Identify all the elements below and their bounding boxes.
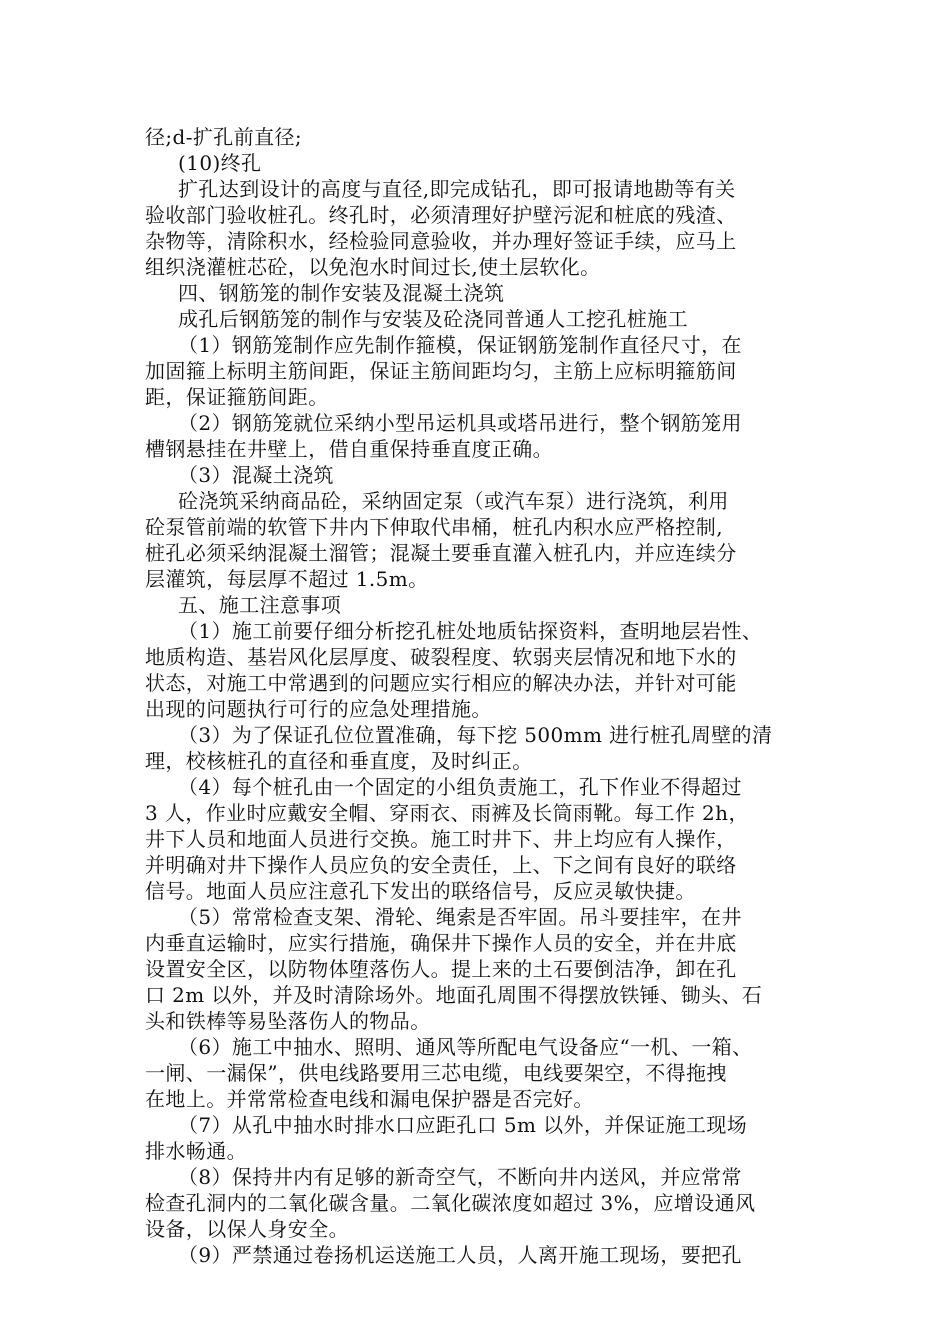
text-line: （4）每个桩孔由一个固定的小组负责施工，孔下作业不得超过	[178, 775, 742, 799]
text-line: 地质构造、基岩风化层厚度、破裂程度、软弱夹层情况和地下水的	[145, 645, 737, 669]
text-line: （7）从孔中抽水时排水口应距孔口 5m 以外，并保证施工现场	[178, 1113, 748, 1137]
text-line: 成孔后钢筋笼的制作与安装及砼浇同普通人工挖孔桩施工	[178, 307, 688, 331]
subheading-line: (10)终孔	[178, 151, 262, 175]
text-line: （3）为了保证孔位位置准确，每下挖 500mm 进行桩孔周壁的清	[178, 723, 773, 747]
text-line: （5）常常检查支架、滑轮、绳索是否牢固。吊斗要挂牢，在井	[178, 905, 742, 929]
text-line: 并明确对井下操作人员应负的安全责任，上、下之间有良好的联络	[145, 853, 737, 877]
text-line: 层灌筑，每层厚不超过 1.5m。	[145, 567, 429, 591]
text-line: （2）钢筋笼就位采纳小型吊运机具或塔吊进行，整个钢筋笼用	[178, 411, 742, 435]
text-line: 状态，对施工中常遇到的问题应实行相应的解决办法，并针对可能	[145, 671, 737, 695]
text-line: 砼泵管前端的软管下井内下伸取代串桶，桩孔内积水应严格控制,	[145, 515, 723, 539]
text-line: （1）钢筋笼制作应先制作箍模，保证钢筋笼制作直径尺寸，在	[178, 333, 742, 357]
text-line: 井下人员和地面人员进行交换。施工时井下、井上均应有人操作，	[145, 827, 737, 851]
text-line: 槽钢悬挂在井壁上，借自重保持垂直度正确。	[145, 437, 553, 461]
text-line: 检查孔洞内的二氧化碳含量。二氧化碳浓度如超过 3%，应增设通风	[145, 1191, 756, 1215]
section-heading: 五、施工注意事项	[178, 593, 342, 617]
text-line: 杂物等，清除积水，经检验同意验收，并办理好签证手续，应马上	[145, 229, 737, 253]
text-line: （9）严禁通过卷扬机运送施工人员，人离开施工现场，要把孔	[178, 1243, 742, 1267]
text-line: 距，保证箍筋间距。	[145, 385, 329, 409]
text-line: 扩孔达到设计的高度与直径,即完成钻孔，即可报请地勘等有关	[178, 177, 736, 201]
text-line: 组织浇灌桩芯砼，以免泡水时间过长,使土层软化。	[145, 255, 601, 279]
text-line: （1）施工前要仔细分析挖孔桩处地质钻探资料，查明地层岩性、	[178, 619, 763, 643]
text-line: 排水畅通。	[145, 1139, 247, 1163]
text-line: 口 2m 以外，并及时清除场外。地面孔周围不得摆放铁锤、锄头、石	[145, 983, 763, 1007]
text-line: 径;d-扩孔前直径;	[145, 125, 303, 149]
text-line: 验收部门验收桩孔。终孔时，必须清理好护壁污泥和桩底的残渣、	[145, 203, 737, 227]
text-line: 设备，以保人身安全。	[145, 1217, 349, 1241]
text-line: 砼浇筑采纳商品砼，采纳固定泵（或汽车泵）进行浇筑，利用	[178, 489, 729, 513]
text-line: 3 人，作业时应戴安全帽、穿雨衣、雨裤及长筒雨靴。每工作 2h，	[145, 801, 749, 825]
text-line: （8）保持井内有足够的新奇空气，不断向井内送风，并应常常	[178, 1165, 742, 1189]
text-line: 内垂直运输时，应实行措施，确保井下操作人员的安全，并在井底	[145, 931, 737, 955]
text-line: 在地上。并常常检查电线和漏电保护器是否完好。	[145, 1087, 594, 1111]
text-line: 桩孔必须采纳混凝土溜管；混凝土要垂直灌入桩孔内，并应连续分	[145, 541, 737, 565]
subheading-line: （3）混凝土浇筑	[178, 463, 334, 487]
text-line: 出现的问题执行可行的应急处理措施。	[145, 697, 492, 721]
text-line: 设置安全区，以防物体堕落伤人。提上来的土石要倒洁净，卸在孔	[145, 957, 737, 981]
text-line: 加固箍上标明主筋间距，保证主筋间距均匀，主筋上应标明箍筋间	[145, 359, 737, 383]
text-line: 头和铁棒等易坠落伤人的物品。	[145, 1009, 431, 1033]
text-line: （6）施工中抽水、照明、通风等所配电气设备应“一机、一箱、	[178, 1035, 753, 1059]
text-line: 理，校核桩孔的直径和垂直度，及时纠正。	[145, 749, 533, 773]
section-heading: 四、钢筋笼的制作安装及混凝土浇筑	[178, 281, 505, 305]
text-line: 信号。地面人员应注意孔下发出的联络信号，反应灵敏快捷。	[145, 879, 696, 903]
text-line: 一闸、一漏保”，供电线路要用三芯电缆，电线要架空，不得拖拽	[145, 1061, 727, 1085]
